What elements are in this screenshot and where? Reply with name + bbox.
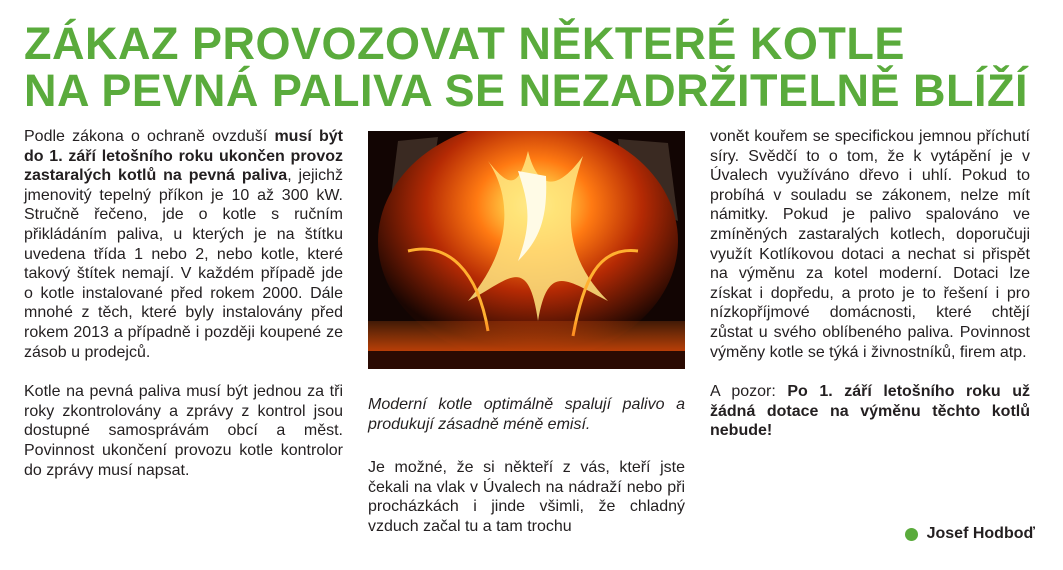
paragraph-smell-start: Je možné, že si někteří z vás, kteří jste čekali na vlak v Úvalech na nádraží nebo při procházkách i jinde všimli, že chladný vzduch začal tu a tam trochu <box>368 459 685 535</box>
warning-lead-text: A pozor: <box>710 383 788 401</box>
bullet-dot-icon <box>905 528 918 541</box>
column-right <box>710 127 1030 441</box>
column-middle <box>368 458 685 536</box>
author-name: Josef Hodboď <box>926 525 1035 542</box>
headline-line-1: ZÁKAZ PROVOZOVAT NĚKTERÉ KOTLE <box>24 18 905 69</box>
intro-bold-text: musí být do 1. září letošního roku ukončen provoz zastaralých kotlů na pevná paliva <box>24 128 343 185</box>
photo-caption: Moderní kotle optimálně spalují palivo a produkují zásadně méně emisí. <box>368 396 685 433</box>
intro-rest-text: , jejichž jmenovitý tepelný příkon je 10 až 300 kW. Stručně řečeno, jde o kotle s ručním přikládáním paliva, u kterých je na štítku uvedena třída 1 nebo 2, nebo kotle, které takový štítek nemají. V každém případě jde o kotle instalované před rokem 2000. Dále mnohé z těch, které byly instalovány před rokem 2013 a případně i později koupené ze zásob u prodejců. <box>24 167 343 361</box>
column-left <box>24 127 343 480</box>
warning-bold-text: Po 1. září letošního roku už žádná dotace na výměnu těchto kotlů nebude! <box>710 383 1031 440</box>
boiler-fire-photo <box>368 131 685 369</box>
paragraph-warning <box>710 382 1030 441</box>
paragraph-inspection: Kotle na pevná paliva musí být jednou za tři roky zkontrolovány a zprávy z kontrol jsou dostupné samosprávám obcí a měst. Povinnost ukončení provozu kotle kontrolor do zprávy musí napsat. <box>24 383 343 479</box>
headline-line-2: NA PEVNÁ PALIVA SE NEZADRŽITELNĚ BLÍŽÍ <box>24 65 1029 116</box>
paragraph-intro <box>24 127 343 362</box>
author-signature <box>905 525 1035 543</box>
paragraph-smell-continued: vonět kouřem se specifickou jemnou příchutí síry. Svědčí to o tom, že k vytápění je v Úvalech využíváno dřevo i uhlí. Pokud to probíhá v souladu se zákonem, nelze mít námitky. Pokud je palivo spalováno ve zmíněných zastaralých kotlech, doporučuji využít Kotlíkovou dotaci a nechat si přispět na výměnu za kotel moderní. Dotaci lze získat i dopředu, a proto je to řešení i pro nízkopříjmové domácnosti, které chtějí zůstat u svého oblíbeného paliva. Povinnost výměny kotle se týká i živnostníků, firem atp. <box>710 128 1030 361</box>
article-headline <box>24 20 1028 114</box>
intro-lead-text: Podle zákona o ochraně ovzduší <box>24 128 275 145</box>
